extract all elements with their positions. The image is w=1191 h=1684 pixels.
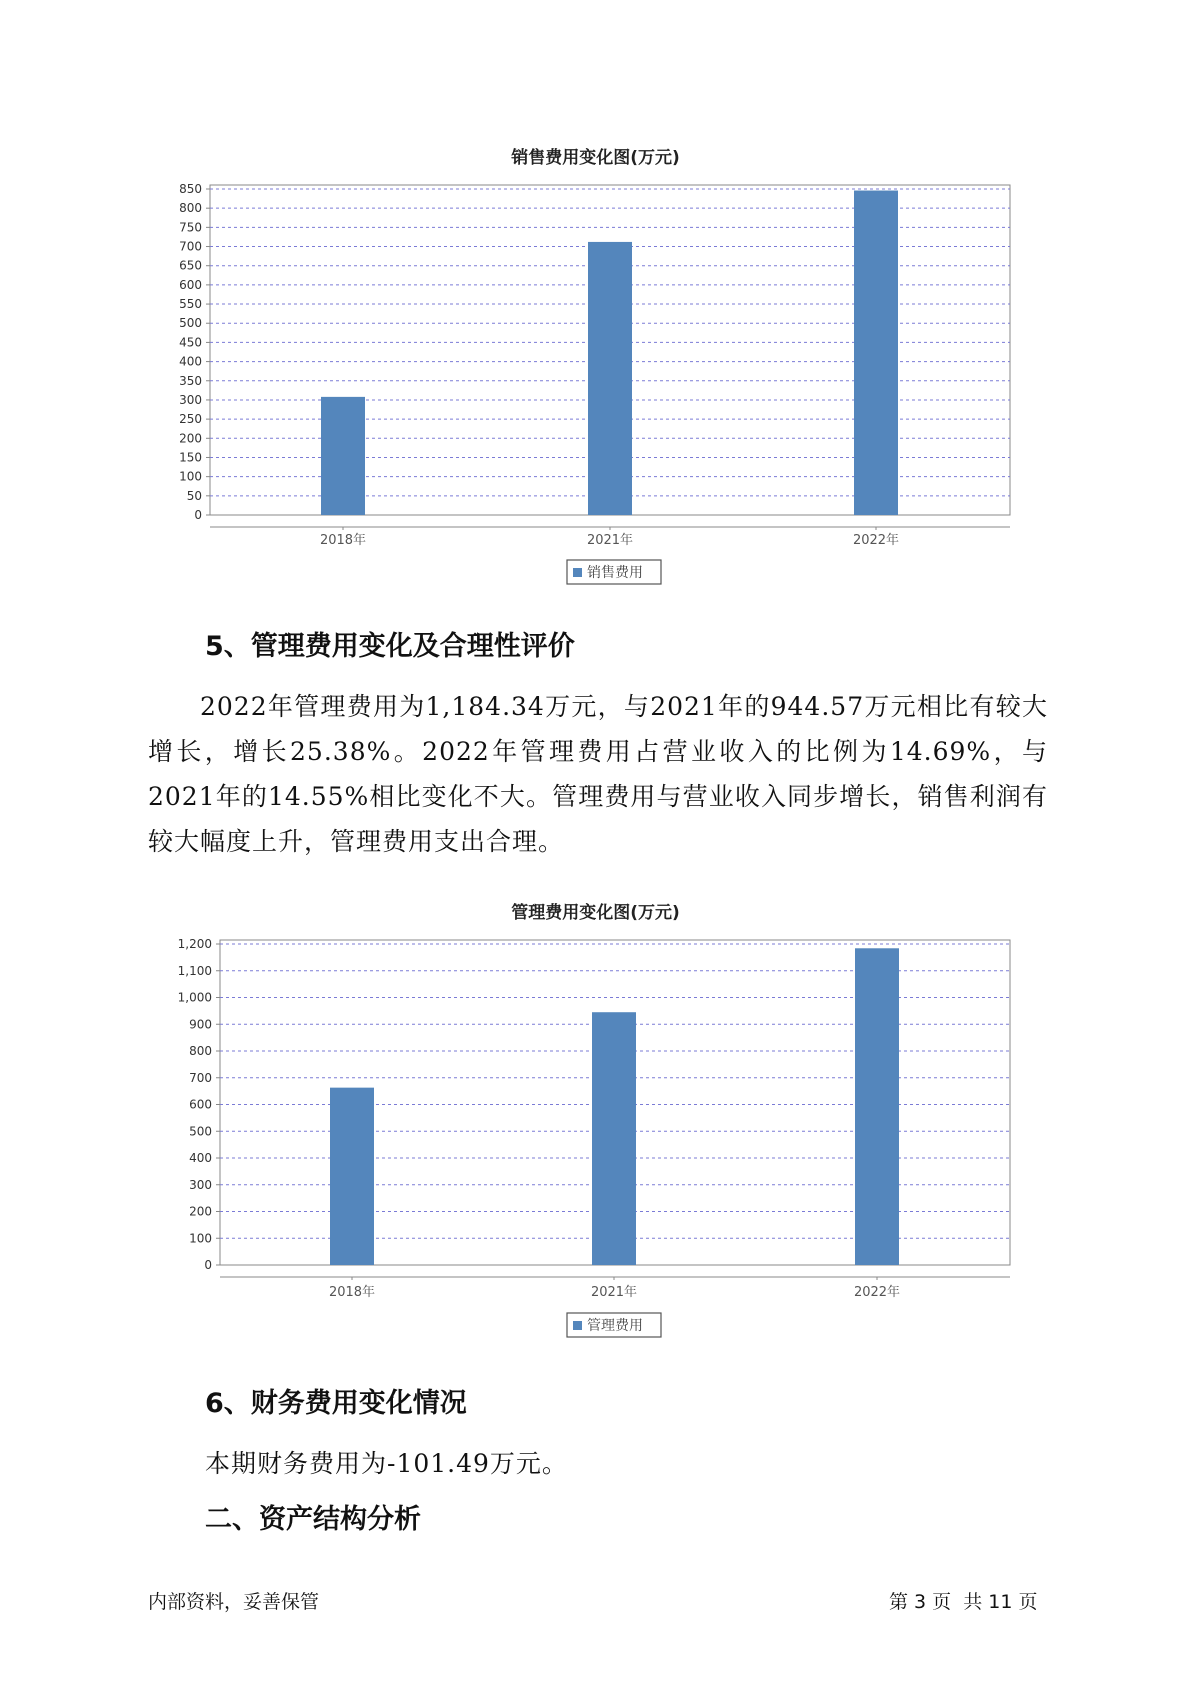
y-tick-label: 1,200 [177,937,212,951]
section-5-paragraph: 2022年管理费用为1,184.34万元，与2021年的944.57万元相比有较大增长，增长25.38%。2022年管理费用占营业收入的比例为14.69%，与2021年的14.55%相比变化不大。管理费用与营业收入同步增长，销售利润有较大幅度上升，管理费用支出合理。 [148,692,1048,856]
bar [854,191,898,515]
y-tick-label: 50 [186,488,202,503]
y-tick-label: 400 [189,1151,212,1165]
x-tick-label: 2021年 [586,533,634,548]
footer-left: 内部资料，妥善保管 [148,1591,320,1613]
y-tick-label: 350 [179,373,202,388]
bar [855,948,899,1265]
y-tick-label: 300 [179,392,202,407]
y-tick-label: 100 [189,1231,212,1246]
section-6-heading: 6、财务费用变化情况 [205,1388,467,1419]
y-tick-label: 200 [189,1204,212,1219]
y-tick-label: 700 [179,239,202,254]
legend-label: 销售费用 [587,565,643,581]
y-tick-label: 300 [189,1177,212,1192]
admin-expense-chart [0,930,1191,1370]
y-tick-label: 250 [179,412,202,427]
y-tick-label: 500 [179,316,202,331]
legend [567,1313,661,1337]
section-6-text: 本期财务费用为-101.49万元。 [205,1449,568,1478]
x-tick-label: 2018年 [319,533,367,548]
y-tick-label: 100 [179,469,202,484]
y-tick-label: 650 [179,258,202,273]
y-tick-label: 750 [179,220,202,235]
x-tick-label: 2022年 [853,1285,901,1300]
y-tick-label: 550 [179,297,202,312]
y-tick-label: 450 [179,335,202,350]
y-tick-label: 850 [179,182,202,196]
y-tick-label: 0 [194,508,202,522]
x-tick-label: 2018年 [328,1285,376,1300]
y-tick-label: 150 [179,450,202,465]
y-tick-label: 800 [179,201,202,216]
y-tick-label: 400 [179,354,202,369]
bar [592,1012,636,1265]
x-tick-label: 2021年 [590,1285,638,1300]
y-tick-label: 500 [189,1124,212,1139]
sales-expense-chart-title: 销售费用变化图(万元) [511,148,680,168]
bar [588,242,632,515]
sales-expense-chart [0,170,1191,610]
y-tick-label: 600 [179,277,202,292]
legend-swatch [573,568,582,577]
y-tick-label: 0 [204,1258,212,1272]
y-tick-label: 200 [179,431,202,446]
section-5-heading: 5、管理费用变化及合理性评价 [205,631,575,662]
legend [567,560,661,584]
section-2-heading: 二、资产结构分析 [205,1504,421,1535]
y-tick-label: 700 [189,1070,212,1085]
bar [330,1088,374,1265]
legend-swatch [573,1321,582,1330]
x-tick-label: 2022年 [852,533,900,548]
y-tick-label: 800 [189,1044,212,1058]
bar [321,397,365,515]
footer-page-number: 第 3 页 共 11 页 [889,1591,1038,1613]
admin-expense-chart-title: 管理费用变化图(万元) [511,903,680,923]
y-tick-label: 1,000 [177,990,212,1005]
y-tick-label: 1,100 [177,963,212,978]
legend-label: 管理费用 [587,1318,643,1334]
y-tick-label: 600 [189,1097,212,1112]
y-tick-label: 900 [189,1017,212,1032]
